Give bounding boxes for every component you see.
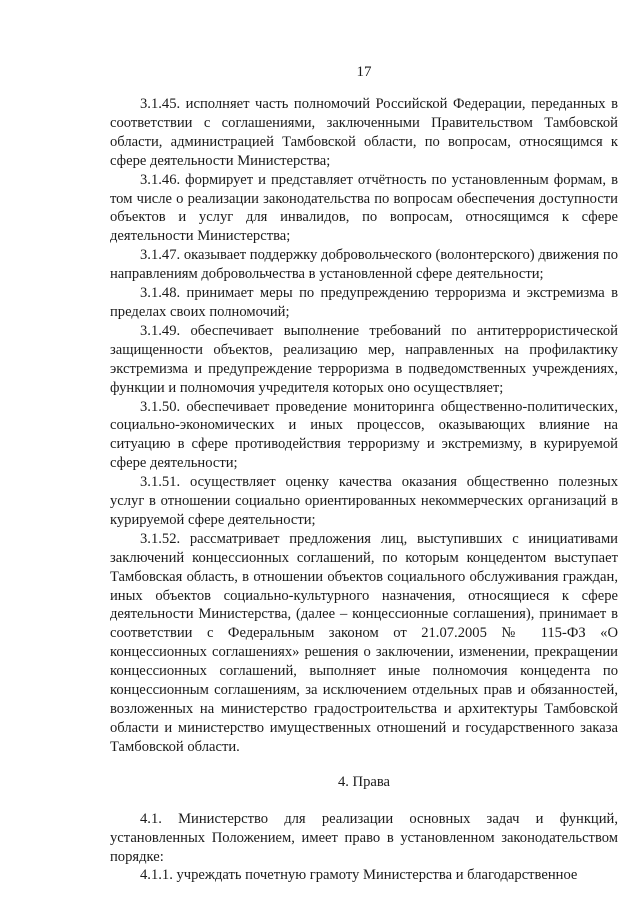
paragraph-3-1-48: 3.1.48. принимает меры по предупреждению терроризма и экстремизма в пределах своих полномочий; <box>110 285 618 320</box>
paragraph-3-1-47: 3.1.47. оказывает поддержку добровольческого (волонтерского) движения по направлениям добровольчества в установленной сфере деятельности; <box>110 247 618 283</box>
paragraph-3-1-49: 3.1.49. обеспечивает выполнение требований по антитеррористической защищенности объектов, реализацию мер, направленных на профилактику экстремизма и предупреждение терроризма в подведомственных учреждениях, функции и полномочия учредителя которых оно осуществляет; <box>110 322 618 396</box>
document-body <box>110 95 618 885</box>
paragraph-3-1-52: 3.1.52. рассматривает предложения лиц, выступивших с инициативами заключений концессионных соглашений, по которым концедентом выступает Тамбовская область, в отношении объектов социального обслуживания граждан, иных объектов социально-культурного назначения, относящиеся к сфере деятельности Министерства, (далее – концессионные соглашения), принимает в соответствии с Федеральным законом от 21.07.2005 № 115-ФЗ «О концессионных соглашениях» решения о заключении, изменении, прекращении концессионных соглашений, выполняет иные полномочия концедента по концессионным соглашениям, за исключением отдельных прав и обязанностей, возложенных на министерство градостроительства и архитектуры Тамбовской области и министерство имущественных отношений и государственного заказа Тамбовской области. <box>110 530 618 755</box>
document-page <box>110 0 618 905</box>
paragraph-3-1-45: 3.1.45. исполняет часть полномочий Российской Федерации, переданных в соответствии с соглашениями, заключенными Правительством Тамбовской области, администрацией Тамбовской области, по вопросам, относящимся к сфере деятельности Министерства; <box>110 96 618 169</box>
paragraph-3-1-51: 3.1.51. осуществляет оценку качества оказания общественно полезных услуг в отношении социально ориентированных некоммерческих организаций в курируемой сфере деятельности; <box>110 474 618 528</box>
section-heading: 4. Права <box>337 773 391 790</box>
paragraph-4-1-1: 4.1.1. учреждать почетную грамоту Министерства и благодарственное <box>140 867 578 884</box>
paragraph-3-1-46: 3.1.46. формирует и представляет отчётность по установленным формам, в том числе о реализации законодательства по вопросам обеспечения доступности объектов и услуг для инвалидов, по вопросам, относящимся к сфере деятельности Министерства; <box>110 171 618 245</box>
page-number: 17 <box>356 64 372 80</box>
paragraph-3-1-50: 3.1.50. обеспечивает проведение мониторинга общественно-политических, социально-экономических и иных процессов, оказывающих влияние на ситуацию в сфере противодействия терроризму и экстремизму, в курируемой сфере деятельности; <box>110 398 618 472</box>
paragraph-4-1: 4.1. Министерство для реализации основных задач и функций, установленных Положением, имеет право в установленном законодательством порядке: <box>110 810 618 865</box>
